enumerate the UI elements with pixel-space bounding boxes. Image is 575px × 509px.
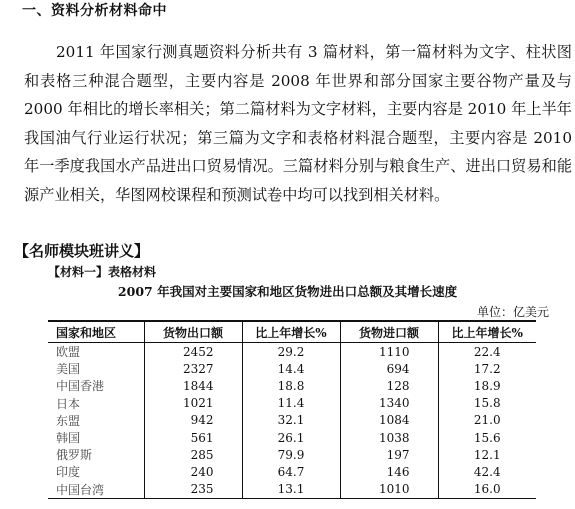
value-cell: 18.8	[242, 377, 340, 394]
value-cell: 128	[340, 377, 438, 394]
table-row	[48, 360, 536, 377]
value-cell: 2452	[144, 343, 242, 361]
value-cell: 13.1	[242, 481, 340, 499]
table-title: 2007 年我国对主要国家和地区货物进出口总额及其增长速度	[117, 284, 458, 299]
value-cell: 15.8	[438, 395, 536, 412]
value-cell: 2327	[144, 360, 242, 377]
column-header: 比上年增长%	[242, 321, 340, 343]
material-label: 【材料一】表格材料	[48, 265, 157, 279]
value-cell: 1010	[340, 481, 438, 499]
value-cell: 561	[144, 429, 242, 446]
value-cell: 146	[340, 463, 438, 480]
table-row	[48, 395, 536, 412]
value-cell: 1038	[340, 429, 438, 446]
value-cell: 64.7	[242, 463, 340, 480]
column-header: 比上年增长%	[438, 321, 536, 343]
value-cell: 1110	[340, 343, 438, 361]
value-cell: 1021	[144, 395, 242, 412]
trade-table-wrapper	[48, 320, 536, 499]
value-cell: 197	[340, 446, 438, 463]
value-cell: 14.4	[242, 360, 340, 377]
region-cell: 印度	[56, 465, 81, 480]
value-cell: 32.1	[242, 412, 340, 429]
column-header: 货物进口额	[340, 321, 438, 343]
region-cell: 韩国	[56, 431, 81, 446]
value-cell: 17.2	[438, 360, 536, 377]
value-cell: 29.2	[242, 343, 340, 361]
value-cell: 42.4	[438, 463, 536, 480]
value-cell: 694	[340, 360, 438, 377]
table-row	[48, 377, 536, 394]
table-row	[48, 481, 536, 499]
value-cell: 16.0	[438, 481, 536, 499]
table-unit: 单位：亿美元	[476, 305, 549, 319]
value-cell: 79.9	[242, 446, 340, 463]
table-row	[48, 463, 536, 480]
value-cell: 1084	[340, 412, 438, 429]
column-header: 国家和地区	[48, 321, 144, 343]
region-cell: 欧盟	[56, 345, 81, 360]
table-row	[48, 412, 536, 429]
value-cell: 15.6	[438, 429, 536, 446]
intro-paragraph: 2011 年国家行测真题资料分析共有 3 篇材料，第一篇材料为文字、柱状图和表格三种混合题型，主要内容是 2008 年世界和部分国家主要谷物产量及与 2000 年相比的增长率相关；第二篇材料为文字材料，主要内容是 2010 年上半年我国油气行业运行状况；第三篇为文字和表格材料混合题型，主要内容是 2010 年一季度我国水产品进出口贸易情况。三篇材料分别与粮食生产、进出口贸易和能源产业相关，华图网校课程和预测试卷中均可以找到相关材料。	[24, 43, 572, 204]
value-cell: 11.4	[242, 395, 340, 412]
table-row	[48, 343, 536, 361]
trade-table	[48, 320, 536, 499]
region-cell: 美国	[56, 362, 81, 377]
value-cell: 26.1	[242, 429, 340, 446]
column-header: 货物出口额	[144, 321, 242, 343]
region-cell: 东盟	[56, 413, 81, 428]
value-cell: 12.1	[438, 446, 536, 463]
table-body	[48, 343, 536, 499]
table-header-row	[48, 321, 536, 343]
region-cell: 日本	[56, 396, 81, 411]
module-title: 【名师模块班讲义】	[14, 242, 150, 260]
value-cell: 22.4	[438, 343, 536, 361]
region-cell: 中国香港	[56, 379, 105, 394]
region-cell: 中国台湾	[48, 481, 144, 499]
value-cell: 240	[144, 463, 242, 480]
value-cell: 942	[144, 412, 242, 429]
section-heading: 一、资料分析材料命中	[22, 3, 167, 19]
value-cell: 285	[144, 446, 242, 463]
table-row	[48, 446, 536, 463]
value-cell: 235	[144, 481, 242, 499]
value-cell: 21.0	[438, 412, 536, 429]
value-cell: 18.9	[438, 377, 536, 394]
value-cell: 1340	[340, 395, 438, 412]
value-cell: 1844	[144, 377, 242, 394]
region-cell: 俄罗斯	[56, 448, 93, 463]
table-row	[48, 429, 536, 446]
